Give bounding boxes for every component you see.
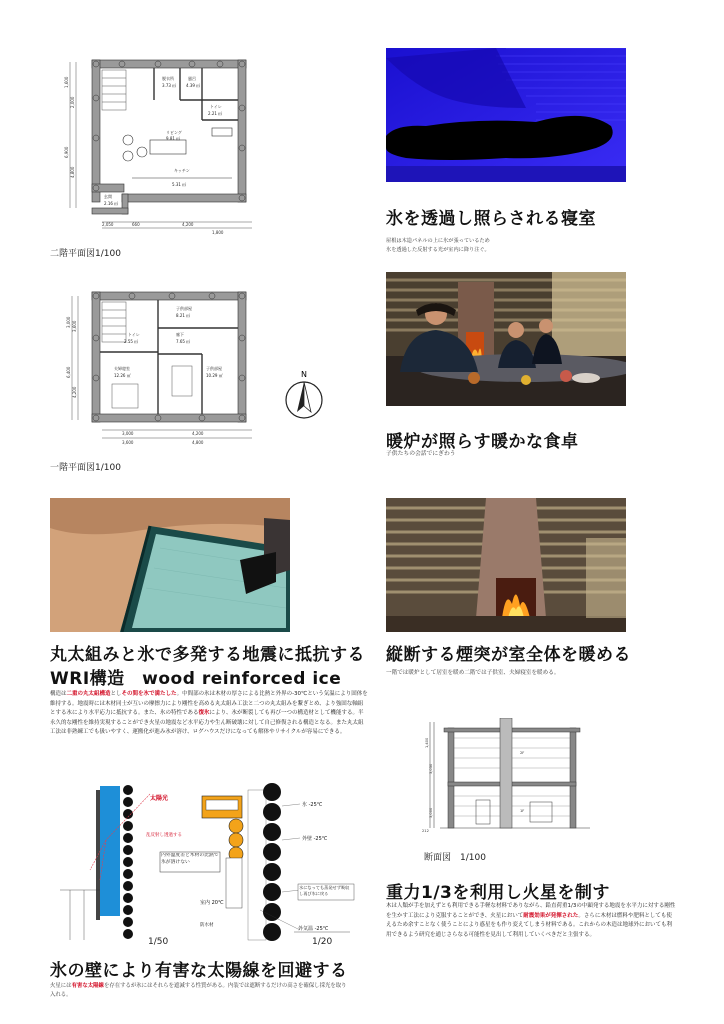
indoor-label: 室内 20℃	[200, 900, 224, 906]
wri-body-text: により、氷が断裂しても再び一つの構造材として機能する。半永久的な剛性を維持実現することができ火星の地震など水平応力や生ん断破壊に対して自己修復される構造となる。また丸太組工法は非熟練工でも扱いやすく、運搬化が進み氷が溶け、ログハウスだけになっても解体やリサイクルが容易にできる。	[50, 710, 364, 736]
room-area: 2.55 ㎡	[124, 339, 139, 344]
dim-label: 2,000	[70, 96, 75, 108]
dim-label: 4,800	[192, 440, 204, 445]
temp-note: 内外温度差と木材の比熱で氷が溶けない	[161, 853, 219, 865]
section-drawing	[420, 718, 596, 834]
dim-label: 3,600	[72, 320, 77, 332]
room-area: 8.21 ㎡	[176, 313, 191, 318]
ice-label: 氷 -25℃	[302, 802, 323, 808]
sun-label: 太陽光	[150, 795, 169, 802]
gravity-text: 木は人類が手を加えずとも利用できる手軽な材料でありながら、鉛直荷重1/3の中顕発する地震を水平力に対する剛性を生かす工法により克服することができ、火星において	[386, 903, 676, 919]
room-area: 3.73 ㎡	[162, 83, 177, 88]
dim-label: 1,400	[425, 737, 429, 748]
wri-body	[50, 690, 368, 738]
dim-label: 1,600	[64, 76, 69, 88]
room-label: 廊下	[176, 332, 184, 337]
floor-plan-1f	[62, 288, 262, 448]
ice-wall-body	[50, 982, 350, 999]
wall-detail	[60, 780, 360, 950]
dim-label: 1,800	[212, 230, 224, 235]
wri-title-line1: 丸太組みと氷で多発する地震に抵抗する	[50, 645, 365, 665]
dining-render	[386, 272, 626, 406]
water-note: 水になっても蒸発せず吸収し再び氷に戻る	[299, 885, 350, 896]
dim-label: 4,200	[182, 222, 194, 227]
room-label: 風呂	[188, 76, 196, 81]
ice-wall-title: 氷の壁により有害な太陽線を回避する	[50, 961, 348, 981]
room-area: 2.21 ㎡	[208, 111, 223, 116]
dim-label: 3,050	[429, 763, 433, 774]
dim-label: 4,800	[70, 166, 75, 178]
wri-body-highlight: その間を氷で満たした	[121, 691, 177, 697]
dim-label: 6,900	[64, 146, 69, 158]
room-label: キッチン	[174, 168, 190, 173]
bedroom-title: 氷を透過し照らされる寝室	[386, 209, 596, 229]
room-area: 5.31 ㎡	[172, 182, 187, 187]
floor-label: 1F	[520, 809, 525, 813]
gravity-title: 重力1/3を利用し火星を制す	[386, 883, 610, 903]
waterproof-label: 防水材	[200, 923, 214, 928]
room-area: 7.65 ㎡	[176, 339, 191, 344]
room-area: 12.26 ㎡	[114, 373, 131, 378]
ice-wall-text: 火星には	[50, 983, 72, 989]
wri-title-line2: WRI構造 wood reinforced ice	[50, 669, 342, 689]
gravity-body	[386, 902, 676, 940]
dining-title: 暖炉が照らす暖かな食卓	[386, 432, 579, 452]
aerial-render	[50, 498, 290, 632]
room-label: 子供部屋	[206, 366, 222, 371]
room-label: トイレ	[128, 332, 140, 337]
chimney-title: 縦断する煙突が室全体を暖める	[386, 645, 631, 665]
room-area: 4.39 ㎡	[186, 83, 201, 88]
dim-label: 212	[422, 829, 429, 833]
room-label: 夫婦寝室	[114, 366, 130, 371]
bedroom-desc-line: 氷を透過した反射する光が室内に降り注ぐ。	[386, 246, 490, 253]
room-label: トイレ	[210, 104, 222, 109]
bedroom-desc	[386, 237, 490, 254]
dim-label: 4,200	[192, 431, 204, 436]
dim-label: 3,000	[66, 316, 71, 328]
scatter-label: 乱反射し透過する	[146, 833, 182, 838]
scale-20: 1/20	[312, 937, 333, 947]
floor-plan-2f-caption: 二階平面図1/100	[50, 249, 121, 259]
bedroom-render	[386, 48, 626, 182]
wri-body-text: 構造は	[50, 691, 67, 697]
chimney-desc: 一階では暖炉として居室を暖め二階では子供室、夫婦寝室を暖める。	[386, 670, 560, 676]
chimney-render	[386, 498, 626, 632]
room-area: 10.29 ㎡	[206, 373, 223, 378]
wri-body-text: とし	[110, 691, 122, 697]
wri-body-text: 。中間部の氷は木材の厚さによる比熱と外界の-30℃という気温により固体を維持する。地震時には木材同士が互いの摩擦力により剛性を高める丸太組み工法と二つの丸太組みを繋ぎとめ、より強固な軸組とする氷により水平応力に抵抗する。また、氷の特性である	[50, 691, 368, 717]
gravity-text: 。さらに木材は燃料や肥料としても使えるため余すことなく使うことにより惑星をも作り変えてしまう材料である。これからの木造は地球外においても利用できるよう研究を通じさらなる可能性を見出して利用していくべきだと主張する。	[386, 912, 673, 938]
bedroom-desc-line: 屋根は木造パネルの上に氷が張っているため	[386, 238, 490, 244]
section-caption: 断面図 1/100	[424, 853, 486, 863]
dim-label: 4,200	[72, 386, 77, 398]
floor-plan-1f-caption: 一階平面図1/100	[50, 463, 121, 473]
room-area: 2.16 ㎡	[104, 201, 119, 206]
dim-label: 3,000	[122, 431, 134, 436]
dim-label: 3,600	[122, 440, 134, 445]
ice-wall-text: を存在するが氷にはそれらを遮減する性質がある。内装では遮断するだけの高さを確保し採光を取り入れる。	[50, 983, 347, 998]
dim-label: 660	[132, 222, 140, 227]
floor-label: 2F	[520, 751, 525, 755]
outer-wall-label: 外壁 -25℃	[302, 836, 328, 842]
ice-wall-highlight: 有害な太陽線	[71, 983, 104, 989]
dim-label: 6,400	[66, 366, 71, 378]
wri-body-highlight: 復氷	[198, 710, 210, 717]
room-area: 9.81 ㎡	[166, 136, 181, 141]
dim-label: 3,000	[429, 807, 433, 818]
outside-label: 外気温 -25℃	[298, 926, 329, 932]
wri-body-highlight: 二重の丸太組構造	[66, 691, 111, 697]
room-label: 脱衣所	[162, 76, 174, 81]
gravity-highlight: 耐震効果が発揮された	[523, 912, 579, 919]
north-label: N	[301, 370, 307, 379]
room-label: 玄関	[104, 194, 112, 199]
room-label: 子供部屋	[176, 306, 192, 311]
dim-label: 2,050	[102, 222, 114, 227]
room-label: リビング	[166, 130, 182, 135]
north-arrow	[282, 366, 326, 422]
dining-subtitle: 子供たちの会話でにぎわう	[386, 451, 456, 457]
floor-plan-2f	[62, 48, 262, 238]
scale-50: 1/50	[148, 937, 169, 947]
